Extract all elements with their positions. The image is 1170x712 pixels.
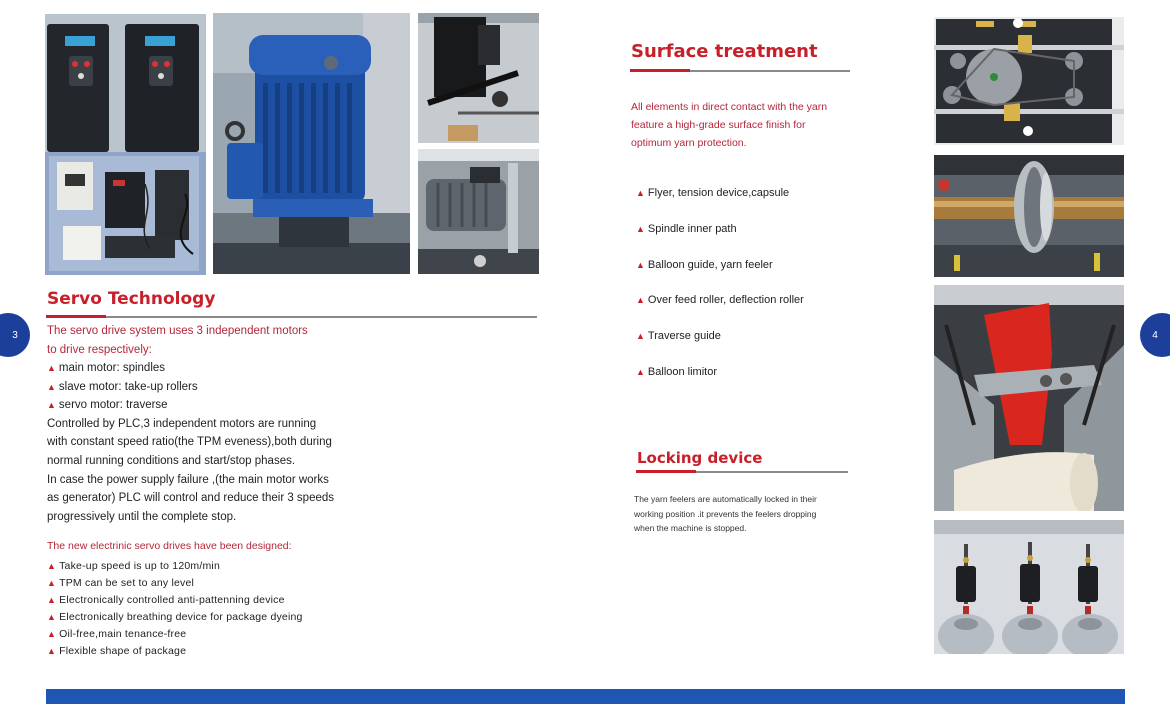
servo-body-line: Controlled by PLC,3 independent motors are running [47, 417, 317, 430]
servo-motors-list [47, 359, 334, 526]
spindle-unit-photo [934, 17, 1124, 145]
motor-bottom-photo [418, 149, 539, 274]
list-item: ▲ main motor: spindles [47, 362, 166, 374]
list-item: ▲ Traverse guide [636, 330, 721, 343]
servo-body-line: In case the power supply failure ,(the main motor works [47, 473, 329, 486]
surface-intro-line: All elements in direct contact with the yarn [631, 101, 828, 113]
triangle-bullet-icon: ▲ [636, 223, 645, 234]
triangle-bullet-icon: ▲ [636, 366, 645, 377]
list-item: ▲ servo motor: traverse [47, 399, 168, 412]
triangle-bullet-icon: ▲ [47, 400, 56, 411]
locking-title: Locking device [637, 449, 763, 467]
triangle-bullet-icon: ▲ [47, 578, 57, 588]
list-item: ▲ TPM can be set to any level [47, 577, 195, 589]
servo-body-line: with constant speed ratio(the TPM eveness),both during [47, 436, 332, 449]
list-item: ▲ Electronically breathing device for package dyeing [47, 611, 303, 623]
triangle-bullet-icon: ▲ [47, 561, 57, 571]
list-item: ▲ Balloon guide, yarn feeler [636, 258, 773, 271]
surface-list [636, 187, 804, 402]
yarn-feeler-photo [934, 520, 1124, 654]
list-item: ▲ Spindle inner path [636, 222, 737, 235]
triangle-bullet-icon: ▲ [47, 646, 57, 656]
page-number-right: 4 [1140, 313, 1170, 357]
triangle-bullet-icon: ▲ [636, 331, 645, 342]
locking-text-line: when the machine is stopped. [634, 523, 747, 533]
servo-body-line: as generator) PLC will control and reduce their 3 speeds [47, 492, 335, 505]
motor-top-photo [418, 13, 539, 143]
locking-text [634, 492, 817, 536]
servo-title: Servo Technology [47, 289, 216, 309]
triangle-bullet-icon: ▲ [47, 629, 57, 639]
list-item: ▲ Take-up speed is up to 120m/min [47, 560, 220, 572]
servo-body-line: normal running conditions and start/stop phases. [47, 454, 296, 467]
list-item: ▲ Flyer, tension device,capsule [636, 187, 790, 199]
servo-drive-cabinet-photo [45, 14, 206, 275]
locking-text-line: The yarn feelers are automatically locked in their [634, 494, 817, 504]
list-item: ▲ Over feed roller, deflection roller [636, 294, 804, 307]
blue-motor-photo [213, 13, 410, 274]
triangle-bullet-icon: ▲ [47, 381, 56, 392]
surface-intro [631, 98, 827, 152]
triangle-bullet-icon: ▲ [47, 363, 56, 373]
surface-intro-line: feature a high-grade surface finish for [631, 119, 806, 131]
triangle-bullet-icon: ▲ [636, 259, 645, 270]
footer-bar [46, 689, 1125, 704]
triangle-bullet-icon: ▲ [47, 595, 57, 605]
list-item: ▲ slave motor: take-up rollers [47, 380, 198, 393]
page-number-left: 3 [0, 313, 30, 357]
triangle-bullet-icon: ▲ [47, 612, 57, 622]
servo-title-rule [46, 316, 537, 318]
list-item: ▲ Balloon limitor [636, 365, 718, 378]
designed-list [47, 558, 303, 660]
roller-photo [934, 155, 1124, 277]
list-item: ▲ Flexible shape of package [47, 645, 187, 657]
servo-body-line: progressively until the complete stop. [47, 510, 237, 523]
balloon-guide-photo [934, 285, 1124, 511]
locking-title-rule [636, 471, 848, 473]
triangle-bullet-icon: ▲ [636, 295, 645, 306]
triangle-bullet-icon: ▲ [636, 188, 645, 198]
surface-title: Surface treatment [631, 41, 818, 62]
servo-intro-line: The servo drive system uses 3 independent motors [47, 325, 308, 337]
servo-intro-line: to drive respectively: [47, 343, 152, 356]
servo-intro [47, 322, 308, 359]
designed-heading: The new electrinic servo drives have been designed: [47, 540, 292, 552]
surface-title-rule [630, 70, 850, 72]
list-item: ▲ Electronically controlled anti-pattenning device [47, 594, 285, 606]
surface-intro-line: optimum yarn protection. [631, 137, 747, 149]
locking-text-line: working position .it prevents the feelers dropping [634, 508, 817, 519]
list-item: ▲ Oil-free,main tenance-free [47, 628, 187, 640]
